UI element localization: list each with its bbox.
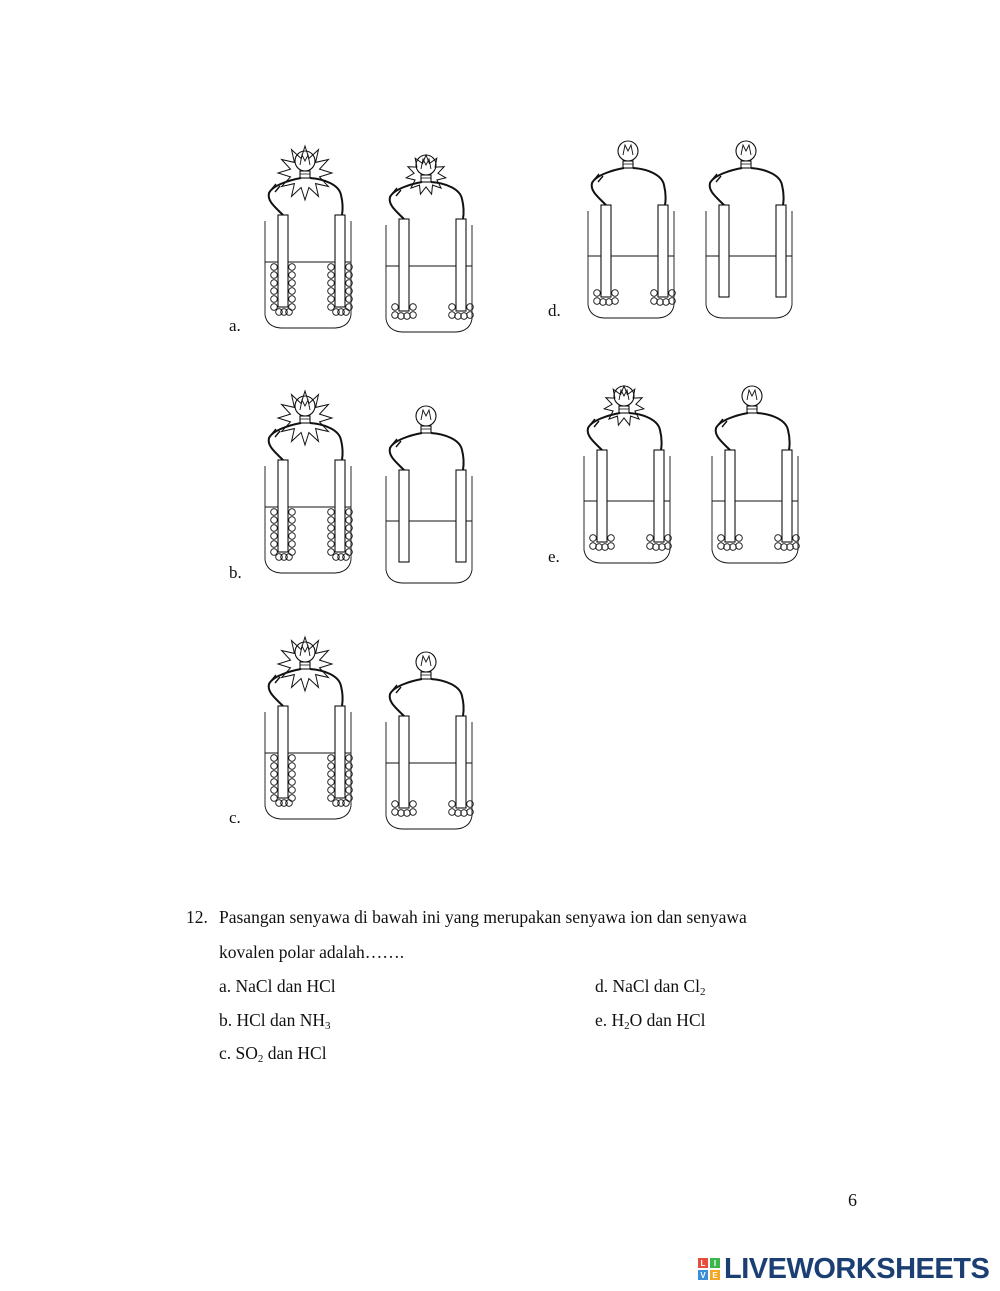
apparatus-e-right — [712, 386, 799, 563]
gas-bubble — [328, 763, 335, 770]
lamp-filament — [421, 410, 431, 420]
gas-bubble — [271, 763, 278, 770]
gas-bubble — [612, 298, 619, 305]
electrode-left — [399, 470, 409, 562]
electrode-left — [278, 215, 288, 307]
gas-bubble — [343, 554, 350, 561]
gas-bubble — [271, 755, 278, 762]
gas-bubble — [608, 535, 615, 542]
gas-bubble — [271, 541, 278, 548]
gas-bubble — [289, 264, 296, 271]
gas-bubble — [271, 779, 278, 786]
gas-bubble — [289, 533, 296, 540]
gas-bubble — [410, 809, 417, 816]
choice-d[interactable]: d. NaCl dan $Cl_2$ — [595, 976, 706, 998]
gas-bubble — [775, 535, 782, 542]
wire-left — [588, 413, 620, 450]
gas-bubble — [271, 264, 278, 271]
gas-bubble — [271, 549, 278, 556]
wire-right — [431, 433, 464, 470]
gas-bubble — [328, 533, 335, 540]
gas-bubble — [410, 801, 417, 808]
gas-bubble — [343, 800, 350, 807]
gas-bubble — [647, 543, 654, 550]
lamp-base — [300, 662, 310, 669]
gas-bubble — [449, 801, 456, 808]
lamp-filament — [300, 400, 310, 410]
gas-bubble — [289, 771, 296, 778]
electrode-right — [456, 716, 466, 808]
gas-bubble — [410, 312, 417, 319]
electrode-left — [725, 450, 735, 542]
gas-bubble — [289, 304, 296, 311]
gas-bubble — [289, 779, 296, 786]
gas-bubble — [392, 304, 399, 311]
gas-bubble — [594, 298, 601, 305]
gas-bubble — [410, 304, 417, 311]
gas-bubble — [328, 549, 335, 556]
logo-letter-l: L — [698, 1258, 708, 1268]
gas-bubble — [328, 264, 335, 271]
wire-right — [431, 679, 464, 716]
gas-bubble — [590, 535, 597, 542]
lamp-base — [421, 672, 431, 679]
electrode-right — [456, 219, 466, 311]
gas-bubble — [328, 296, 335, 303]
apparatus-d-right — [706, 141, 792, 318]
glow-rays-large — [278, 391, 332, 445]
lamp-base — [300, 416, 310, 423]
gas-bubble — [328, 787, 335, 794]
lamp-base — [421, 426, 431, 433]
wire-right — [633, 168, 666, 205]
page-number: 6 — [848, 1190, 857, 1210]
gas-bubble — [289, 549, 296, 556]
wire-right — [757, 413, 790, 450]
gas-bubble — [271, 795, 278, 802]
electrode-left — [278, 706, 288, 798]
apparatus-e-left — [584, 386, 671, 563]
gas-bubble — [449, 809, 456, 816]
wire-left — [592, 168, 624, 205]
electrode-left — [719, 205, 729, 297]
gas-bubble — [328, 779, 335, 786]
choice-a[interactable]: a. NaCl dan HCl — [219, 976, 336, 996]
gas-bubble — [594, 290, 601, 297]
gas-bubble — [392, 312, 399, 319]
gas-bubble — [271, 296, 278, 303]
gas-bubble — [647, 535, 654, 542]
logo-mark-icon — [698, 1258, 720, 1280]
lamp-base — [421, 175, 431, 182]
gas-bubble — [289, 795, 296, 802]
wire-right — [629, 413, 662, 450]
lamp-base — [741, 161, 751, 168]
wire-right — [431, 182, 464, 219]
gas-bubble — [328, 541, 335, 548]
lamp-filament — [300, 155, 310, 165]
question-text-line-1: Pasangan senyawa di bawah ini yang merupakan senyawa ion dan senyawa — [219, 907, 747, 927]
gas-bubble — [608, 543, 615, 550]
electrode-right — [335, 460, 345, 552]
lamp-filament — [747, 390, 757, 400]
electrode-right — [776, 205, 786, 297]
lamp-base — [619, 406, 629, 413]
gas-bubble — [343, 309, 350, 316]
gas-bubble — [328, 509, 335, 516]
gas-bubble — [328, 304, 335, 311]
gas-bubble — [289, 525, 296, 532]
gas-bubble — [289, 288, 296, 295]
electrode-right — [782, 450, 792, 542]
electrode-left — [278, 460, 288, 552]
gas-bubble — [328, 755, 335, 762]
lamp-filament — [623, 145, 633, 155]
gas-bubble — [271, 533, 278, 540]
apparatus-b-right — [386, 406, 472, 583]
wire-right — [751, 168, 784, 205]
lamp-base — [300, 171, 310, 178]
apparatus-c-left — [265, 637, 352, 819]
gas-bubble — [289, 517, 296, 524]
choice-e[interactable]: e. $H_2O$ dan HCl — [595, 1010, 706, 1032]
option-label-b: b. — [229, 563, 242, 582]
electrode-right — [335, 706, 345, 798]
gas-bubble — [328, 272, 335, 279]
gas-bubble — [718, 535, 725, 542]
gas-bubble — [736, 543, 743, 550]
logo-letter-i: I — [710, 1258, 720, 1268]
lamp-filament — [421, 656, 431, 666]
gas-bubble — [289, 280, 296, 287]
logo-letter-v: V — [698, 1270, 708, 1280]
option-label-e: e. — [548, 547, 560, 566]
gas-bubble — [328, 280, 335, 287]
option-label-d: d. — [548, 301, 561, 320]
electrode-left — [601, 205, 611, 297]
electrode-right — [335, 215, 345, 307]
gas-bubble — [271, 272, 278, 279]
gas-bubble — [328, 517, 335, 524]
wire-left — [390, 433, 422, 470]
gas-bubble — [286, 800, 293, 807]
apparatus-c-right — [386, 652, 473, 829]
gas-bubble — [289, 509, 296, 516]
gas-bubble — [289, 787, 296, 794]
gas-bubble — [286, 554, 293, 561]
apparatus-a-left — [265, 146, 352, 328]
gas-bubble — [392, 809, 399, 816]
gas-bubble — [271, 509, 278, 516]
lamp-filament — [300, 646, 310, 656]
logo-letter-e: E — [710, 1270, 720, 1280]
gas-bubble — [289, 755, 296, 762]
logo-wordmark: LIVEWORKSHEETS — [724, 1252, 990, 1285]
glow-rays-large — [278, 637, 332, 691]
electrode-left — [399, 716, 409, 808]
gas-bubble — [392, 801, 399, 808]
liveworksheets-logo — [698, 1252, 989, 1286]
gas-bubble — [328, 525, 335, 532]
gas-bubble — [328, 771, 335, 778]
option-label-a: a. — [229, 316, 241, 335]
gas-bubble — [289, 763, 296, 770]
gas-bubble — [271, 288, 278, 295]
gas-bubble — [718, 543, 725, 550]
lamp-base — [747, 406, 757, 413]
lamp-filament — [741, 145, 751, 155]
question-text-line-2: kovalen polar adalah……. — [219, 942, 405, 962]
gas-bubble — [449, 312, 456, 319]
electrode-right — [654, 450, 664, 542]
glow-rays-large — [278, 146, 332, 200]
gas-bubble — [289, 296, 296, 303]
gas-bubble — [449, 304, 456, 311]
gas-bubble — [271, 771, 278, 778]
gas-bubble — [590, 543, 597, 550]
gas-bubble — [271, 525, 278, 532]
gas-bubble — [289, 272, 296, 279]
gas-bubble — [328, 288, 335, 295]
electrode-right — [658, 205, 668, 297]
gas-bubble — [286, 309, 293, 316]
choice-b[interactable]: b. HCl dan $NH_3$ — [219, 1010, 331, 1032]
wire-left — [710, 168, 742, 205]
wire-left — [390, 182, 422, 219]
question-number: 12. — [186, 907, 208, 927]
gas-bubble — [736, 535, 743, 542]
wire-left — [390, 679, 422, 716]
gas-bubble — [775, 543, 782, 550]
electrode-left — [597, 450, 607, 542]
gas-bubble — [271, 280, 278, 287]
electrode-right — [456, 470, 466, 562]
option-label-c: c. — [229, 808, 241, 827]
lamp-base — [623, 161, 633, 168]
gas-bubble — [328, 795, 335, 802]
electrode-left — [399, 219, 409, 311]
gas-bubble — [271, 517, 278, 524]
choice-c[interactable]: c. $SO_2$ dan HCl — [219, 1043, 327, 1065]
apparatus-d-left — [588, 141, 675, 318]
wire-left — [716, 413, 748, 450]
gas-bubble — [651, 298, 658, 305]
gas-bubble — [271, 304, 278, 311]
apparatus-b-left — [265, 391, 352, 573]
gas-bubble — [271, 787, 278, 794]
gas-bubble — [651, 290, 658, 297]
apparatus-a-right — [386, 155, 473, 332]
gas-bubble — [289, 541, 296, 548]
gas-bubble — [612, 290, 619, 297]
